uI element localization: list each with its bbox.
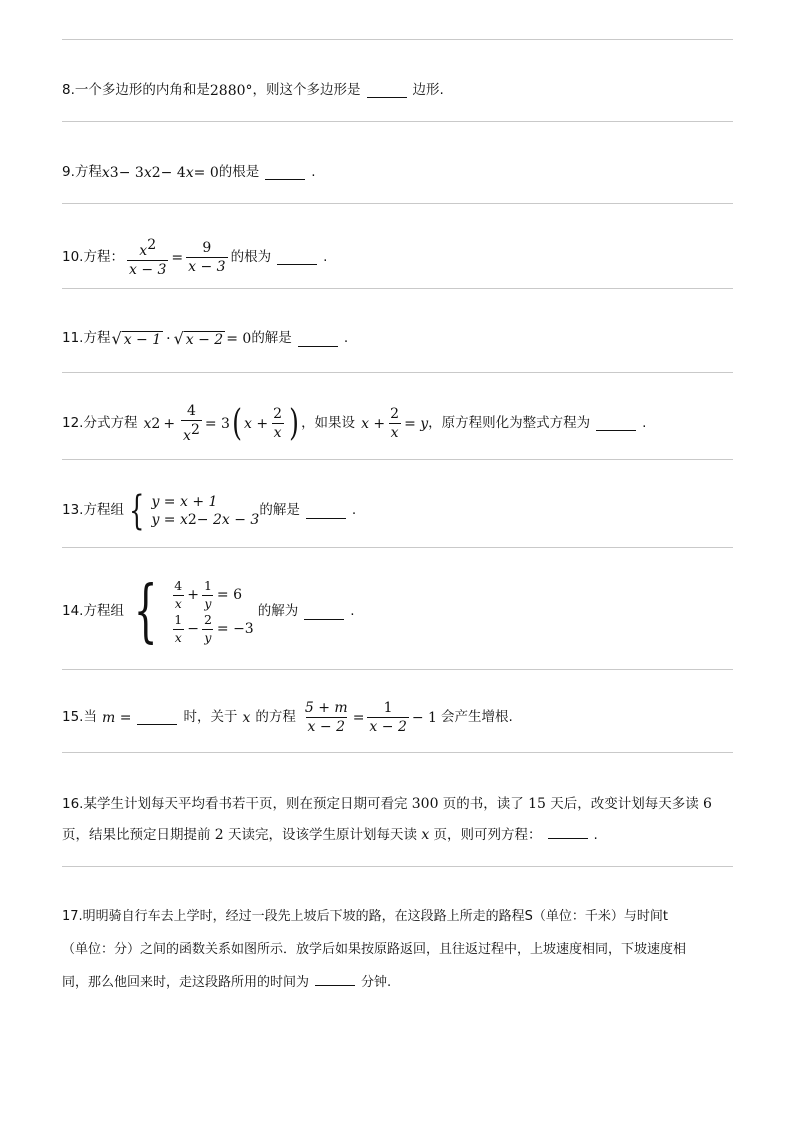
fraction [367, 701, 408, 734]
left-paren: ( [232, 402, 242, 444]
denominator: x [174, 629, 182, 645]
math-term: = 0 [193, 164, 219, 181]
equation-system [151, 495, 259, 527]
square-root: √ x − 2 [173, 329, 224, 348]
divider [62, 547, 733, 548]
math-var: x [185, 164, 194, 181]
question-15 [62, 701, 513, 734]
question-12 [62, 404, 646, 443]
numerator: x [139, 243, 148, 259]
divider [62, 288, 733, 289]
system-brace: { [129, 488, 145, 534]
radicand: x − 2 [185, 332, 224, 348]
denominator: y [204, 595, 212, 611]
fraction [271, 407, 284, 440]
question-14 [62, 572, 355, 651]
math-var: x [101, 164, 110, 181]
denominator: x − 3 [188, 259, 226, 275]
divider [62, 372, 733, 373]
question-text: 分钟. [361, 975, 392, 990]
question-text: . [593, 827, 598, 843]
question-line: 17.明明骑自行车去上学时，经过一段先上坡后下坡的路，在这段路上所走的路程S（单位：千米）与时间t [62, 909, 669, 924]
math-exponent: 2 [151, 164, 161, 181]
question-text: 天读完，设该学生原计划每天读 [223, 827, 422, 843]
question-text: 13.方程组 [62, 502, 124, 519]
question-text: ，则这个多边形是 [252, 81, 361, 98]
question-text: 会产生增根. [440, 708, 513, 725]
denominator: x − 2 [369, 719, 407, 735]
system-row [169, 580, 253, 610]
question-text: 页的书，读了 [438, 796, 529, 812]
math-term: − 4 [160, 164, 186, 181]
question-text: . [350, 603, 355, 620]
divider [62, 39, 733, 40]
answer-blank[interactable] [298, 332, 338, 347]
question-text: 的解为 [257, 603, 299, 620]
question-text: 11.方程 [62, 330, 111, 347]
math-var: x [421, 827, 430, 843]
math-exponent: 2 [151, 415, 161, 432]
question-text: 的解是 [259, 502, 300, 519]
numerator: 2 [390, 406, 400, 422]
divider [62, 669, 733, 670]
question-11 [62, 331, 348, 347]
math-number: 15 [528, 796, 546, 812]
question-text: . [642, 414, 647, 431]
fraction [186, 241, 227, 274]
degree-symbol: ° [245, 82, 253, 99]
question-line [62, 820, 734, 851]
answer-blank[interactable] [548, 826, 588, 839]
math-var: x [143, 415, 152, 432]
question-text: . [323, 248, 328, 265]
math-term: = 0 [226, 331, 252, 347]
question-9 [62, 165, 316, 180]
question-line [62, 966, 734, 999]
question-17 [62, 900, 734, 999]
divider [62, 203, 733, 204]
math-term: = 3 [204, 415, 230, 432]
numerator: 2 [273, 406, 283, 422]
answer-blank[interactable] [306, 504, 346, 519]
numerator: 9 [202, 240, 212, 256]
divider [62, 459, 733, 460]
fraction [181, 404, 202, 443]
question-text: 同，那么他回来时，走这段路所用的时间为 [62, 975, 310, 990]
question-10 [62, 238, 327, 277]
math-var: x [143, 164, 152, 181]
question-text: 天后，改变计划每天多读 [545, 796, 704, 812]
question-text: 时，关于 [183, 708, 238, 725]
question-16 [62, 789, 734, 851]
square-root: √ x − 1 [111, 329, 162, 348]
system-row: y = x + 1 [151, 494, 218, 510]
question-13 [62, 488, 357, 534]
answer-blank[interactable] [304, 605, 344, 620]
question-line: （单位：分）之间的函数关系如图所示．放学后如果按原路返回，且往返过程中，上坡速度相同，下坡速度相 [62, 942, 687, 957]
math-term: x + [361, 415, 386, 432]
question-text: 12.分式方程 [62, 414, 138, 431]
math-term: m = [101, 709, 132, 726]
math-term: = y [404, 415, 429, 432]
numerator: 1 [383, 700, 393, 716]
plus-sign: + [163, 415, 176, 432]
answer-blank[interactable] [265, 165, 305, 180]
question-text: 的根是 [218, 163, 260, 180]
numerator: 4 [174, 578, 183, 593]
question-text: 的方程 [255, 708, 296, 725]
math-term: = −3 [216, 621, 254, 637]
math-term: = 6 [216, 587, 242, 603]
divider [62, 866, 733, 867]
math-exponent: 2 [147, 237, 157, 253]
math-var: x [242, 709, 251, 726]
minus-sign: − [187, 621, 199, 637]
question-text: . [351, 502, 357, 519]
question-line [62, 789, 734, 820]
denominator: x [183, 428, 191, 444]
question-text: 的根为 [230, 248, 272, 265]
equals-sign: = [171, 249, 184, 266]
divider [62, 752, 733, 753]
question-text: 14.方程组 [62, 603, 124, 620]
denominator: x [390, 425, 399, 441]
question-text: 的解是 [251, 330, 292, 347]
fraction [388, 407, 401, 440]
math-number: 300 [411, 796, 439, 812]
fraction [303, 701, 350, 734]
question-text: 页，则可列方程： [429, 827, 542, 843]
equation-system [169, 580, 253, 644]
denominator: x − 3 [128, 262, 167, 278]
fraction [127, 238, 168, 277]
denominator: x [174, 595, 182, 611]
numerator: 1 [174, 612, 183, 627]
numerator: 1 [203, 578, 212, 593]
question-text: ，如果设 [301, 414, 356, 431]
answer-blank[interactable] [315, 973, 355, 986]
answer-blank[interactable] [137, 710, 177, 725]
question-text: . [311, 163, 316, 180]
question-text: 15.当 [62, 708, 97, 725]
system-row [169, 614, 253, 644]
question-text: 页，结果比预定日期提前 [62, 827, 215, 843]
question-text: 10.方程： [62, 248, 124, 265]
question-text: 8.一个多边形的内角和是 [62, 81, 210, 98]
math-exponent: 3 [109, 164, 119, 181]
math-exponent: 2 [187, 512, 197, 528]
math-term: − 3 [118, 164, 144, 181]
question-text: . [343, 330, 349, 347]
math-exponent: 2 [190, 422, 200, 438]
system-brace: { [133, 572, 158, 651]
question-8 [62, 83, 444, 98]
math-number: 6 [703, 796, 712, 812]
system-row: y = x 2 − 2x − 3 [151, 512, 260, 528]
question-text: ，原方程则化为整式方程为 [428, 414, 591, 431]
numerator: 5 + m [304, 700, 348, 716]
denominator: x [273, 425, 282, 441]
right-paren: ) [289, 402, 299, 444]
question-text: 9.方程 [62, 163, 102, 180]
equals-sign: = [352, 709, 365, 726]
numerator: 2 [203, 612, 212, 627]
math-number: 2880 [209, 82, 246, 99]
dot-operator: · [166, 331, 171, 347]
answer-blank[interactable] [367, 83, 407, 98]
question-text: 边形. [412, 81, 444, 98]
denominator: y [204, 629, 212, 645]
plus-sign: + [187, 587, 199, 603]
radicand: x − 1 [123, 332, 162, 348]
math-term: x + [244, 415, 269, 432]
divider [62, 121, 733, 122]
denominator: x − 2 [307, 719, 345, 735]
answer-blank[interactable] [596, 416, 636, 431]
question-text: 16.某学生计划每天平均看书若干页，则在预定日期可看完 [62, 796, 412, 812]
math-term: − 1 [411, 709, 437, 726]
answer-blank[interactable] [277, 250, 317, 265]
math-number: 2 [214, 827, 224, 843]
numerator: 4 [187, 403, 196, 419]
